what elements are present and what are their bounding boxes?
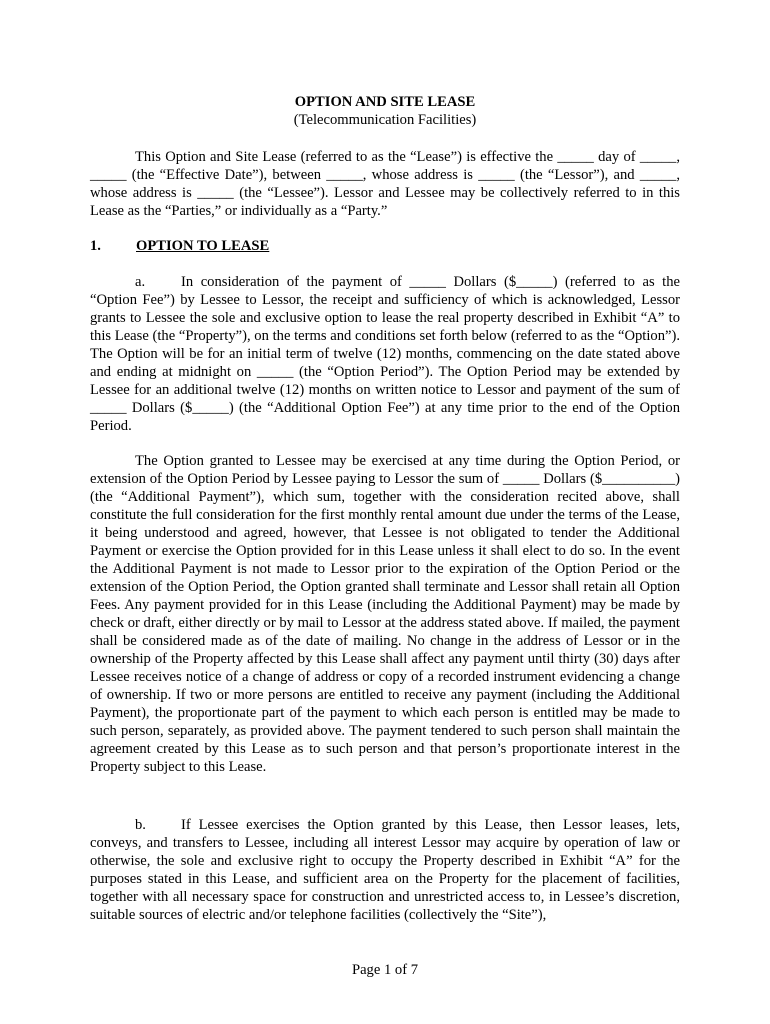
section-number: 1.: [90, 238, 101, 254]
paragraph-b: [90, 816, 680, 924]
paragraph-b-label: b.: [135, 817, 146, 833]
document-subtitle: (Telecommunication Facilities): [293, 112, 477, 128]
section-title: OPTION TO LEASE: [136, 238, 270, 254]
paragraph-b-text: If Lessee exercises the Option granted by this Lease, then Lessor leases, lets, conveys, and transfers to Lessee, including all interest Lessor may acquire by operation of law or otherwise, the sole and exclusive right to occupy the Property described in Exhibit “A” for the purposes stated in this Lease, and sufficient area on the Property for the placement of facilities, together with all necessary space for construction and unrestricted access to, in Lessee’s discretion, suitable sources of electric and/or telephone facilities (collectively the “Site”),: [90, 817, 680, 923]
page-footer: Page 1 of 7: [351, 962, 419, 978]
document-title: OPTION AND SITE LEASE: [294, 94, 476, 110]
paragraph-a-label: a.: [135, 274, 146, 290]
option-paragraph: The Option granted to Lessee may be exercised at any time during the Option Period, or extension of the Option Period by Lessee paying to Lessor the sum of _____ Dollars ($__________) (the “Additional Payment”), which sum, together with the consideration recited above, shall constitute the full consideration for the first monthly rental amount due under the terms of the Lease, it being understood and agreed, however, that Lessee is not obligated to tender the Additional Payment or exercise the Option provided for in this Lease unless it shall elect to do so. In the event the Additional Payment is not made to Lessor prior to the expiration of the Option Period or the extension of the Option Period, the Option granted shall terminate and Lessor shall retain all Option Fees. Any payment provided for in this Lease (including the Additional Payment) may be made by check or draft, either directly or by mail to Lessor at the address stated above. If mailed, the payment shall be considered made as of the date of mailing. No change in the address of Lessor or in the ownership of the Property affected by this Lease shall affect any payment until thirty (30) days after Lessee receives notice of a change of address or copy of a recorded instrument evidencing a change of ownership. If two or more persons are entitled to receive any payment (including the Additional Payment), the proportionate part of the payment to which each person is entitled may be made to such person, separately, as provided above. The payment tendered to such person shall maintain the agreement created by this Lease as to such person and that person’s proportionate interest in the Property subject to this Lease.: [90, 453, 680, 775]
section-heading: [90, 237, 269, 255]
paragraph-a-text: In consideration of the payment of _____ Dollars ($_____) (referred to as the “Option Fee”) by Lessee to Lessor, the receipt and sufficiency of which is acknowledged, Lessor grants to Lessee the sole and exclusive option to lease the real property described in Exhibit “A” to this Lease (the “Property”), on the terms and conditions set forth below (referred to as the “Option”). The Option will be for an initial term of twelve (12) months, commencing on the date stated above and ending at midnight on _____ (the “Option Period”). The Option Period may be extended by Lessee for an additional twelve (12) months on written notice to Lessor and payment of the sum of _____ Dollars ($_____) (the “Additional Option Fee”) at any time prior to the end of the Option Period.: [90, 274, 680, 434]
intro-paragraph: This Option and Site Lease (referred to as the “Lease”) is effective the _____ day of _____, _____ (the “Effective Date”), between _____, whose address is _____ (the “Lessor”), and _____, whose address is _____ (the “Lessee”). Lessor and Lessee may be collectively referred to in this Lease as the “Parties,” or individually as a “Party.”: [90, 149, 680, 219]
paragraph-a: [90, 273, 680, 435]
